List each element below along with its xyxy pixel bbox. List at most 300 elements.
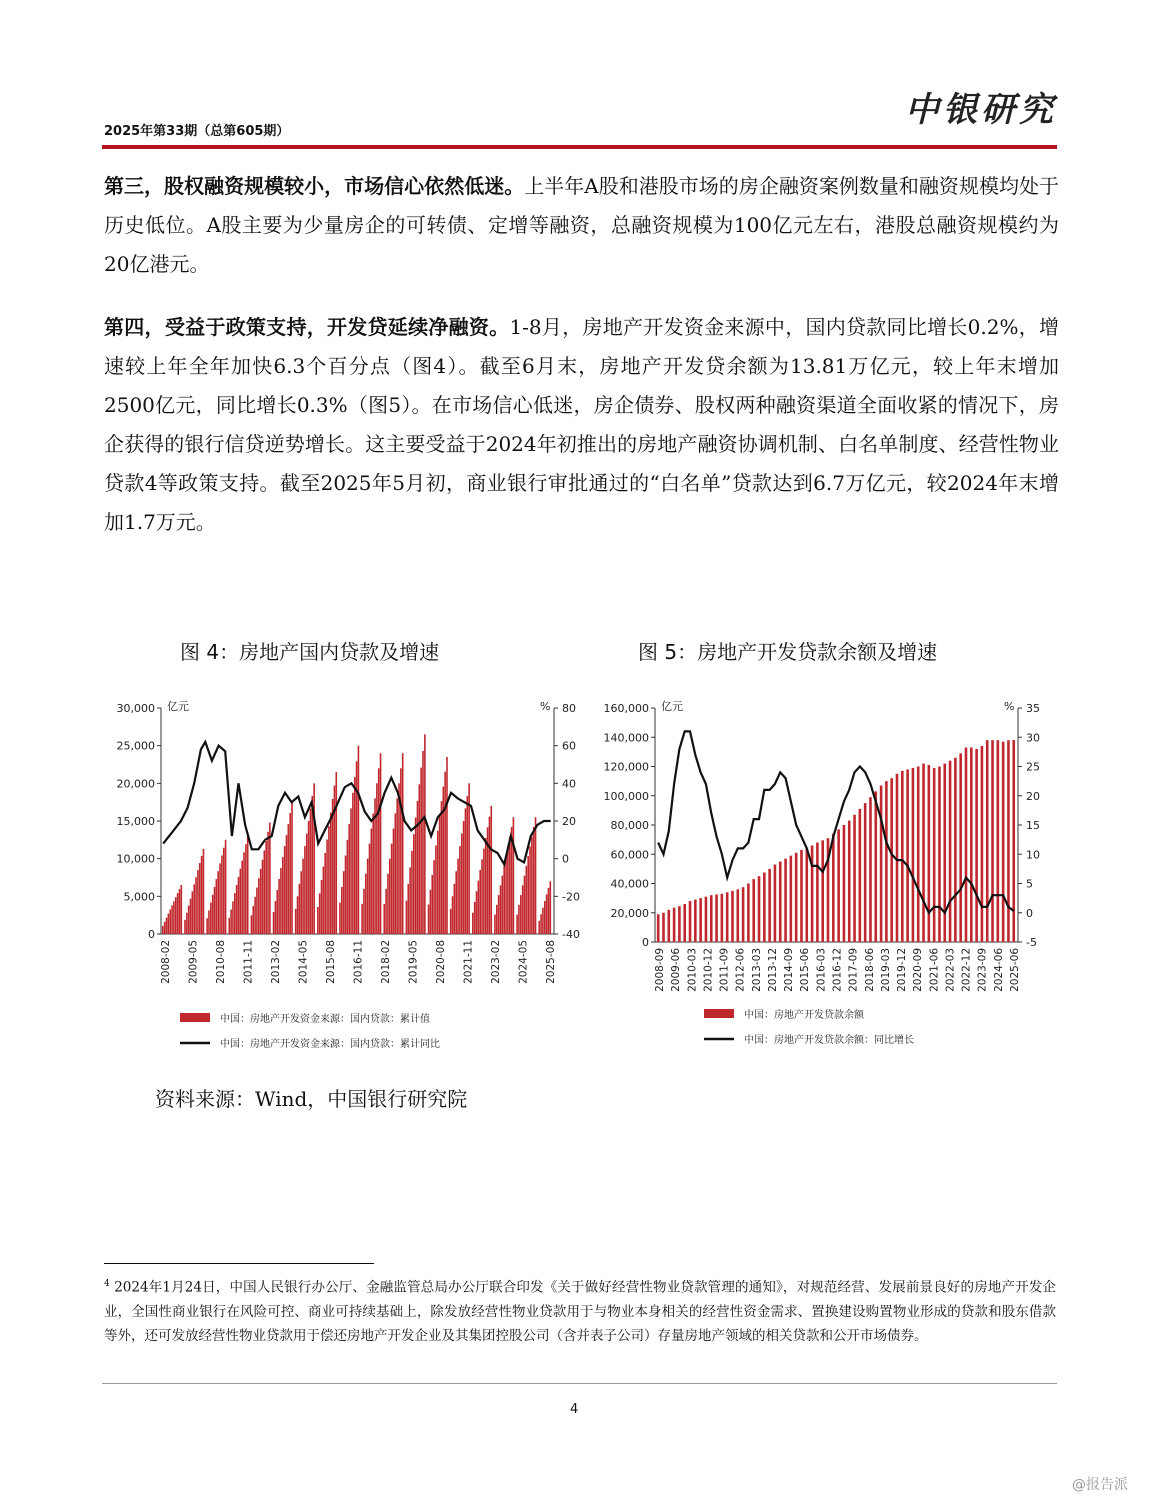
bar bbox=[420, 768, 422, 934]
bar bbox=[542, 908, 544, 934]
bar bbox=[393, 829, 395, 934]
bar bbox=[843, 825, 846, 942]
bar bbox=[197, 870, 199, 934]
bar bbox=[276, 890, 278, 934]
bar bbox=[726, 892, 729, 942]
bar bbox=[758, 876, 761, 942]
bar bbox=[454, 884, 456, 934]
bar bbox=[821, 840, 824, 942]
watermark: @报告派 bbox=[1072, 1477, 1128, 1493]
bar bbox=[472, 913, 474, 934]
bar bbox=[240, 869, 242, 934]
bar bbox=[391, 844, 393, 934]
x-tick-label: 2025-08 bbox=[545, 940, 557, 984]
bar bbox=[805, 848, 808, 942]
bar bbox=[507, 846, 509, 934]
x-tick-label: 2017-09 bbox=[847, 948, 860, 992]
bar bbox=[245, 844, 247, 934]
bar bbox=[455, 871, 457, 934]
bar bbox=[742, 887, 745, 942]
bar bbox=[933, 768, 936, 942]
bar bbox=[299, 884, 301, 934]
bar bbox=[683, 904, 686, 942]
bar bbox=[439, 816, 441, 934]
bar bbox=[256, 888, 258, 934]
bar bbox=[269, 823, 271, 934]
bar bbox=[367, 859, 369, 934]
bar bbox=[550, 881, 552, 934]
bar bbox=[332, 799, 334, 934]
bar bbox=[986, 740, 989, 942]
bar bbox=[474, 902, 476, 934]
bar bbox=[363, 889, 365, 934]
bar bbox=[779, 862, 782, 942]
bar bbox=[378, 768, 380, 934]
x-tick-label: 2013-03 bbox=[750, 948, 763, 992]
source-note: 资料来源：Wind，中国银行研究院 bbox=[155, 1087, 468, 1111]
bar bbox=[673, 908, 676, 942]
bar bbox=[295, 909, 297, 934]
bar bbox=[247, 836, 249, 934]
bar bbox=[369, 844, 371, 934]
bar bbox=[959, 753, 962, 942]
bar bbox=[173, 901, 175, 934]
left-tick-label: 140,000 bbox=[603, 731, 649, 745]
bar bbox=[214, 887, 216, 934]
bar bbox=[991, 740, 994, 942]
right-tick-label: 15 bbox=[1026, 819, 1040, 832]
legend-bar-label: 中国：房地产开发资金来源：国内贷款：累计值 bbox=[220, 1014, 430, 1025]
bar bbox=[241, 861, 243, 934]
paragraph-3 bbox=[104, 167, 1059, 284]
bar bbox=[280, 868, 282, 934]
bar bbox=[282, 857, 284, 934]
bar bbox=[166, 918, 168, 934]
bar bbox=[949, 761, 952, 942]
bar bbox=[544, 901, 546, 934]
right-tick-label: 30 bbox=[1026, 731, 1040, 745]
bar bbox=[265, 841, 267, 934]
left-tick-label: 160,000 bbox=[603, 702, 649, 715]
bar bbox=[928, 765, 931, 942]
x-tick-label: 2023-02 bbox=[490, 940, 502, 984]
bar bbox=[199, 863, 201, 934]
bar bbox=[516, 915, 518, 934]
bar bbox=[535, 817, 537, 934]
bar bbox=[288, 824, 290, 934]
bar bbox=[446, 757, 448, 934]
bar bbox=[208, 910, 210, 934]
bar bbox=[169, 910, 171, 934]
footnote bbox=[104, 1272, 1056, 1348]
bar bbox=[258, 878, 260, 934]
bar bbox=[284, 846, 286, 934]
bar bbox=[430, 890, 432, 934]
x-tick-label: 2011-11 bbox=[242, 940, 255, 984]
right-tick-label: 20 bbox=[1026, 789, 1040, 803]
figure-4-chart bbox=[104, 690, 594, 1060]
bar bbox=[970, 747, 973, 942]
x-tick-label: 2022-12 bbox=[960, 948, 973, 992]
bar bbox=[291, 802, 293, 934]
x-tick-label: 2023-09 bbox=[976, 948, 989, 992]
left-tick-label: 20,000 bbox=[116, 777, 155, 791]
x-tick-label: 2008-09 bbox=[654, 948, 666, 992]
bar bbox=[304, 846, 306, 934]
bar bbox=[864, 803, 867, 942]
x-tick-label: 2019-03 bbox=[879, 948, 892, 992]
bar bbox=[345, 856, 347, 934]
bar bbox=[372, 813, 374, 934]
bar bbox=[228, 918, 230, 934]
footnote-mark: 4 bbox=[104, 1279, 110, 1289]
legend-line-label: 中国：房地产开发资金来源：国内贷款：累计同比 bbox=[220, 1039, 440, 1050]
bar bbox=[848, 821, 851, 942]
x-tick-label: 2008-02 bbox=[160, 940, 172, 984]
bar bbox=[289, 813, 291, 934]
bar bbox=[219, 863, 221, 934]
bar bbox=[859, 809, 862, 942]
bar bbox=[546, 894, 548, 934]
bar bbox=[419, 784, 421, 934]
x-tick-label: 2020-08 bbox=[435, 940, 447, 984]
bar bbox=[212, 895, 214, 934]
bar bbox=[483, 849, 485, 934]
bar bbox=[433, 860, 435, 934]
bar bbox=[657, 914, 660, 942]
bar bbox=[997, 740, 1000, 942]
bar bbox=[538, 921, 540, 934]
bar bbox=[193, 884, 195, 934]
right-tick-label: 5 bbox=[1026, 877, 1033, 891]
paragraph-body: 上半年A股和港股市场的房企融资案例数量和融资规模均处于历史低位。A股主要为少量房企的可转债、定增等融资，总融资规模为100亿元左右，港股总融资规模约为20亿港元。 bbox=[104, 174, 1059, 276]
bar bbox=[790, 856, 793, 942]
bar bbox=[385, 889, 387, 934]
bar bbox=[906, 769, 909, 942]
x-tick-label: 2018-06 bbox=[863, 948, 876, 992]
paragraph-4 bbox=[104, 308, 1059, 542]
x-tick-label: 2019-05 bbox=[407, 940, 420, 984]
left-tick-label: 80,000 bbox=[610, 819, 649, 832]
bar bbox=[223, 848, 225, 934]
footnote-text: 2024年1月24日，中国人民银行办公厅、金融监管总局办公厅联合印发《关于做好经营性物业贷款管理的通知》，对规范经营、发展前景良好的房地产开发企业，全国性商业银行在风险可控、商业可持续基础上，除发放经营性物业贷款用于与物业本身相关的经营性资金需求、置换建设购置物业形成的贷款和股东借款等外，还可发放经营性物业贷款用于偿还房地产开发企业及其集团控股公司（含并表子公司）存量房地产领域的相关贷款和公开市场债券。 bbox=[104, 1279, 1057, 1344]
bar bbox=[938, 767, 941, 943]
bar bbox=[383, 904, 385, 934]
right-tick-label: 25 bbox=[1026, 760, 1040, 774]
bar bbox=[380, 753, 382, 934]
right-tick-label: -5 bbox=[1026, 936, 1037, 949]
bar bbox=[869, 797, 872, 942]
x-tick-label: 2022-03 bbox=[944, 948, 957, 992]
bar bbox=[341, 887, 343, 934]
bar bbox=[481, 859, 483, 934]
bar bbox=[752, 879, 755, 942]
bar bbox=[192, 891, 194, 934]
bar bbox=[527, 856, 529, 934]
bar bbox=[252, 906, 254, 934]
bar bbox=[300, 871, 302, 934]
x-tick-label: 2014-09 bbox=[783, 948, 796, 992]
bar bbox=[901, 771, 904, 942]
bar bbox=[526, 866, 528, 934]
bar bbox=[406, 901, 408, 934]
bar bbox=[524, 876, 526, 934]
bar bbox=[954, 758, 957, 942]
bar bbox=[478, 881, 480, 934]
bar bbox=[489, 817, 491, 934]
left-tick-label: 20,000 bbox=[610, 906, 649, 920]
bar bbox=[206, 918, 208, 934]
bar bbox=[308, 821, 310, 934]
bar bbox=[335, 772, 337, 934]
left-tick-label: 40,000 bbox=[610, 877, 649, 891]
bar bbox=[496, 905, 498, 934]
bar bbox=[503, 866, 505, 934]
bar bbox=[179, 889, 181, 934]
bar bbox=[490, 806, 492, 934]
bar bbox=[816, 843, 819, 942]
bar bbox=[1007, 740, 1010, 942]
bar bbox=[389, 859, 391, 934]
bar bbox=[435, 845, 437, 934]
bar bbox=[662, 913, 665, 942]
page-number: 4 bbox=[570, 1402, 579, 1417]
bar bbox=[531, 837, 533, 934]
bar bbox=[324, 853, 326, 934]
bar bbox=[428, 904, 430, 934]
x-tick-label: 2009-05 bbox=[187, 940, 200, 984]
x-tick-label: 2012-06 bbox=[734, 948, 747, 992]
bar bbox=[354, 777, 356, 934]
bar bbox=[459, 846, 461, 934]
x-tick-label: 2021-06 bbox=[928, 948, 941, 992]
bar bbox=[177, 893, 179, 934]
x-tick-label: 2024-05 bbox=[517, 940, 530, 984]
bar bbox=[917, 767, 920, 943]
bar bbox=[402, 753, 404, 934]
x-tick-label: 2015-08 bbox=[325, 940, 337, 984]
x-tick-label: 2011-09 bbox=[718, 948, 731, 992]
bar bbox=[343, 871, 345, 934]
bar bbox=[1002, 742, 1005, 942]
figure-5-title: 图 5：房地产开发贷款余额及增速 bbox=[638, 640, 938, 664]
bar bbox=[275, 901, 277, 934]
bar bbox=[689, 901, 692, 942]
bar bbox=[330, 813, 332, 934]
left-unit-label: 亿元 bbox=[661, 700, 683, 713]
bar bbox=[184, 920, 186, 934]
bar bbox=[667, 910, 670, 942]
bar bbox=[431, 875, 433, 934]
legend-line-label: 中国：房地产开发贷款余额：同比增长 bbox=[744, 1035, 914, 1046]
bar bbox=[800, 850, 803, 942]
x-tick-label: 2021-11 bbox=[462, 940, 475, 984]
bar bbox=[981, 746, 984, 942]
bar bbox=[396, 798, 398, 934]
bar bbox=[975, 749, 978, 942]
bar bbox=[479, 870, 481, 934]
bar bbox=[505, 856, 507, 934]
bar bbox=[236, 885, 238, 934]
bar bbox=[273, 912, 275, 934]
paragraph-lead: 第三，股权融资规模较小，市场信心依然低迷。 bbox=[104, 174, 525, 198]
bar bbox=[310, 808, 312, 934]
bar bbox=[540, 914, 542, 934]
bar bbox=[376, 783, 378, 934]
bar bbox=[965, 747, 968, 942]
bar bbox=[306, 834, 308, 934]
bar bbox=[221, 856, 223, 934]
bar bbox=[361, 904, 363, 934]
x-tick-label: 2013-02 bbox=[270, 940, 282, 984]
right-tick-label: 40 bbox=[562, 777, 576, 791]
left-tick-label: 15,000 bbox=[116, 815, 155, 828]
bar bbox=[784, 859, 787, 942]
bar bbox=[424, 734, 426, 934]
bar bbox=[190, 899, 192, 934]
bar bbox=[175, 897, 177, 934]
bar bbox=[710, 895, 713, 942]
bar bbox=[411, 851, 413, 934]
left-tick-label: 5,000 bbox=[123, 890, 155, 904]
bar bbox=[254, 897, 256, 934]
bar bbox=[529, 846, 531, 934]
bar bbox=[302, 859, 304, 934]
legend-bar-swatch bbox=[704, 1009, 734, 1018]
x-tick-label: 2015-06 bbox=[799, 948, 812, 992]
bar bbox=[513, 817, 515, 934]
bar bbox=[262, 860, 264, 934]
figure-5-chart bbox=[600, 690, 1060, 1060]
bar bbox=[328, 826, 330, 934]
bar bbox=[890, 778, 893, 942]
bar bbox=[498, 895, 500, 934]
bar bbox=[466, 796, 468, 934]
x-tick-label: 2014-05 bbox=[297, 940, 310, 984]
bar bbox=[715, 894, 718, 942]
bar bbox=[853, 815, 856, 942]
bar bbox=[522, 885, 524, 934]
bar bbox=[437, 831, 439, 934]
bar bbox=[417, 801, 419, 934]
bar bbox=[210, 903, 212, 934]
bar bbox=[164, 922, 166, 934]
x-tick-label: 2016-11 bbox=[352, 940, 365, 984]
bar bbox=[721, 894, 724, 942]
left-tick-label: 0 bbox=[148, 928, 155, 941]
left-unit-label: 亿元 bbox=[167, 700, 189, 713]
bar bbox=[509, 837, 511, 934]
legend-bar-swatch bbox=[180, 1013, 210, 1022]
bar bbox=[747, 884, 750, 943]
bar bbox=[874, 791, 877, 942]
bar bbox=[441, 801, 443, 934]
left-tick-label: 10,000 bbox=[116, 852, 155, 866]
right-tick-label: 10 bbox=[1026, 848, 1040, 862]
bar bbox=[217, 871, 219, 934]
bar bbox=[319, 894, 321, 934]
paragraph-body: 1-8月，房地产开发资金来源中，国内贷款同比增长0.2%，增速较上年全年加快6.3个百分点（图4）。截至6月末，房地产开发贷余额为13.81万亿元，较上年末增加2500亿元，同比增长0.3%（图5）。在市场信心低迷，房企债券、股权两种融资渠道全面收紧的情况下，房企获得的银行信贷逆势增长。这主要受益于2024年初推出的房地产融资协调机制、白名单制度、经营性物业贷款4等政策支持。截至2025年5月初，商业银行审批通过的“白名单”贷款达到6.7万亿元，较2024年末增加1.7万元。 bbox=[104, 315, 1059, 534]
bar bbox=[225, 840, 227, 934]
bar bbox=[548, 888, 550, 934]
bar bbox=[409, 867, 411, 934]
bar bbox=[518, 905, 520, 934]
bar bbox=[286, 835, 288, 934]
bar bbox=[500, 885, 502, 934]
right-tick-label: 80 bbox=[562, 702, 576, 715]
bar bbox=[195, 877, 197, 934]
bar bbox=[267, 832, 269, 934]
bar bbox=[350, 808, 352, 934]
bar bbox=[422, 751, 424, 934]
bar bbox=[162, 926, 164, 934]
bar bbox=[264, 850, 266, 934]
figure-4-title: 图 4：房地产国内贷款及增速 bbox=[180, 640, 440, 664]
bar bbox=[736, 889, 739, 942]
bar bbox=[230, 910, 232, 934]
bar bbox=[450, 909, 452, 934]
bar bbox=[463, 821, 465, 934]
bar bbox=[880, 786, 883, 942]
footnote-divider bbox=[104, 1263, 374, 1264]
bar bbox=[188, 906, 190, 934]
bar bbox=[339, 903, 341, 934]
left-tick-label: 0 bbox=[642, 936, 649, 949]
bar bbox=[476, 891, 478, 934]
bar bbox=[832, 834, 835, 942]
header-divider bbox=[102, 145, 1057, 149]
bar bbox=[494, 915, 496, 934]
x-tick-label: 2010-08 bbox=[215, 940, 227, 984]
bar bbox=[407, 884, 409, 934]
bar bbox=[485, 838, 487, 934]
bar bbox=[186, 913, 188, 934]
bar bbox=[321, 880, 323, 934]
bar bbox=[1012, 740, 1015, 942]
bar bbox=[317, 907, 319, 934]
bar bbox=[694, 900, 697, 942]
right-tick-label: 20 bbox=[562, 815, 576, 828]
x-tick-label: 2020-09 bbox=[912, 948, 925, 992]
bar bbox=[352, 793, 354, 934]
bar bbox=[251, 915, 253, 934]
bar bbox=[387, 874, 389, 934]
x-tick-label: 2019-12 bbox=[896, 948, 909, 992]
bar bbox=[358, 746, 360, 934]
bar bbox=[452, 896, 454, 934]
bar bbox=[943, 764, 946, 942]
logo: 中银研究 bbox=[905, 90, 1057, 130]
bar bbox=[705, 897, 708, 942]
bar bbox=[774, 864, 777, 942]
bar bbox=[465, 808, 467, 934]
bar bbox=[238, 877, 240, 934]
right-tick-label: 0 bbox=[562, 852, 569, 866]
right-tick-label: 35 bbox=[1026, 702, 1040, 715]
bar bbox=[398, 783, 400, 934]
bar bbox=[203, 849, 205, 934]
bar bbox=[533, 827, 535, 934]
bar bbox=[922, 764, 925, 942]
bar bbox=[365, 874, 367, 934]
x-tick-label: 2013-12 bbox=[766, 948, 779, 992]
right-tick-label: 0 bbox=[1026, 906, 1033, 920]
bar bbox=[885, 781, 888, 942]
right-tick-label: -40 bbox=[562, 928, 580, 941]
bar bbox=[278, 879, 280, 934]
left-tick-label: 60,000 bbox=[610, 848, 649, 862]
bar bbox=[444, 772, 446, 934]
